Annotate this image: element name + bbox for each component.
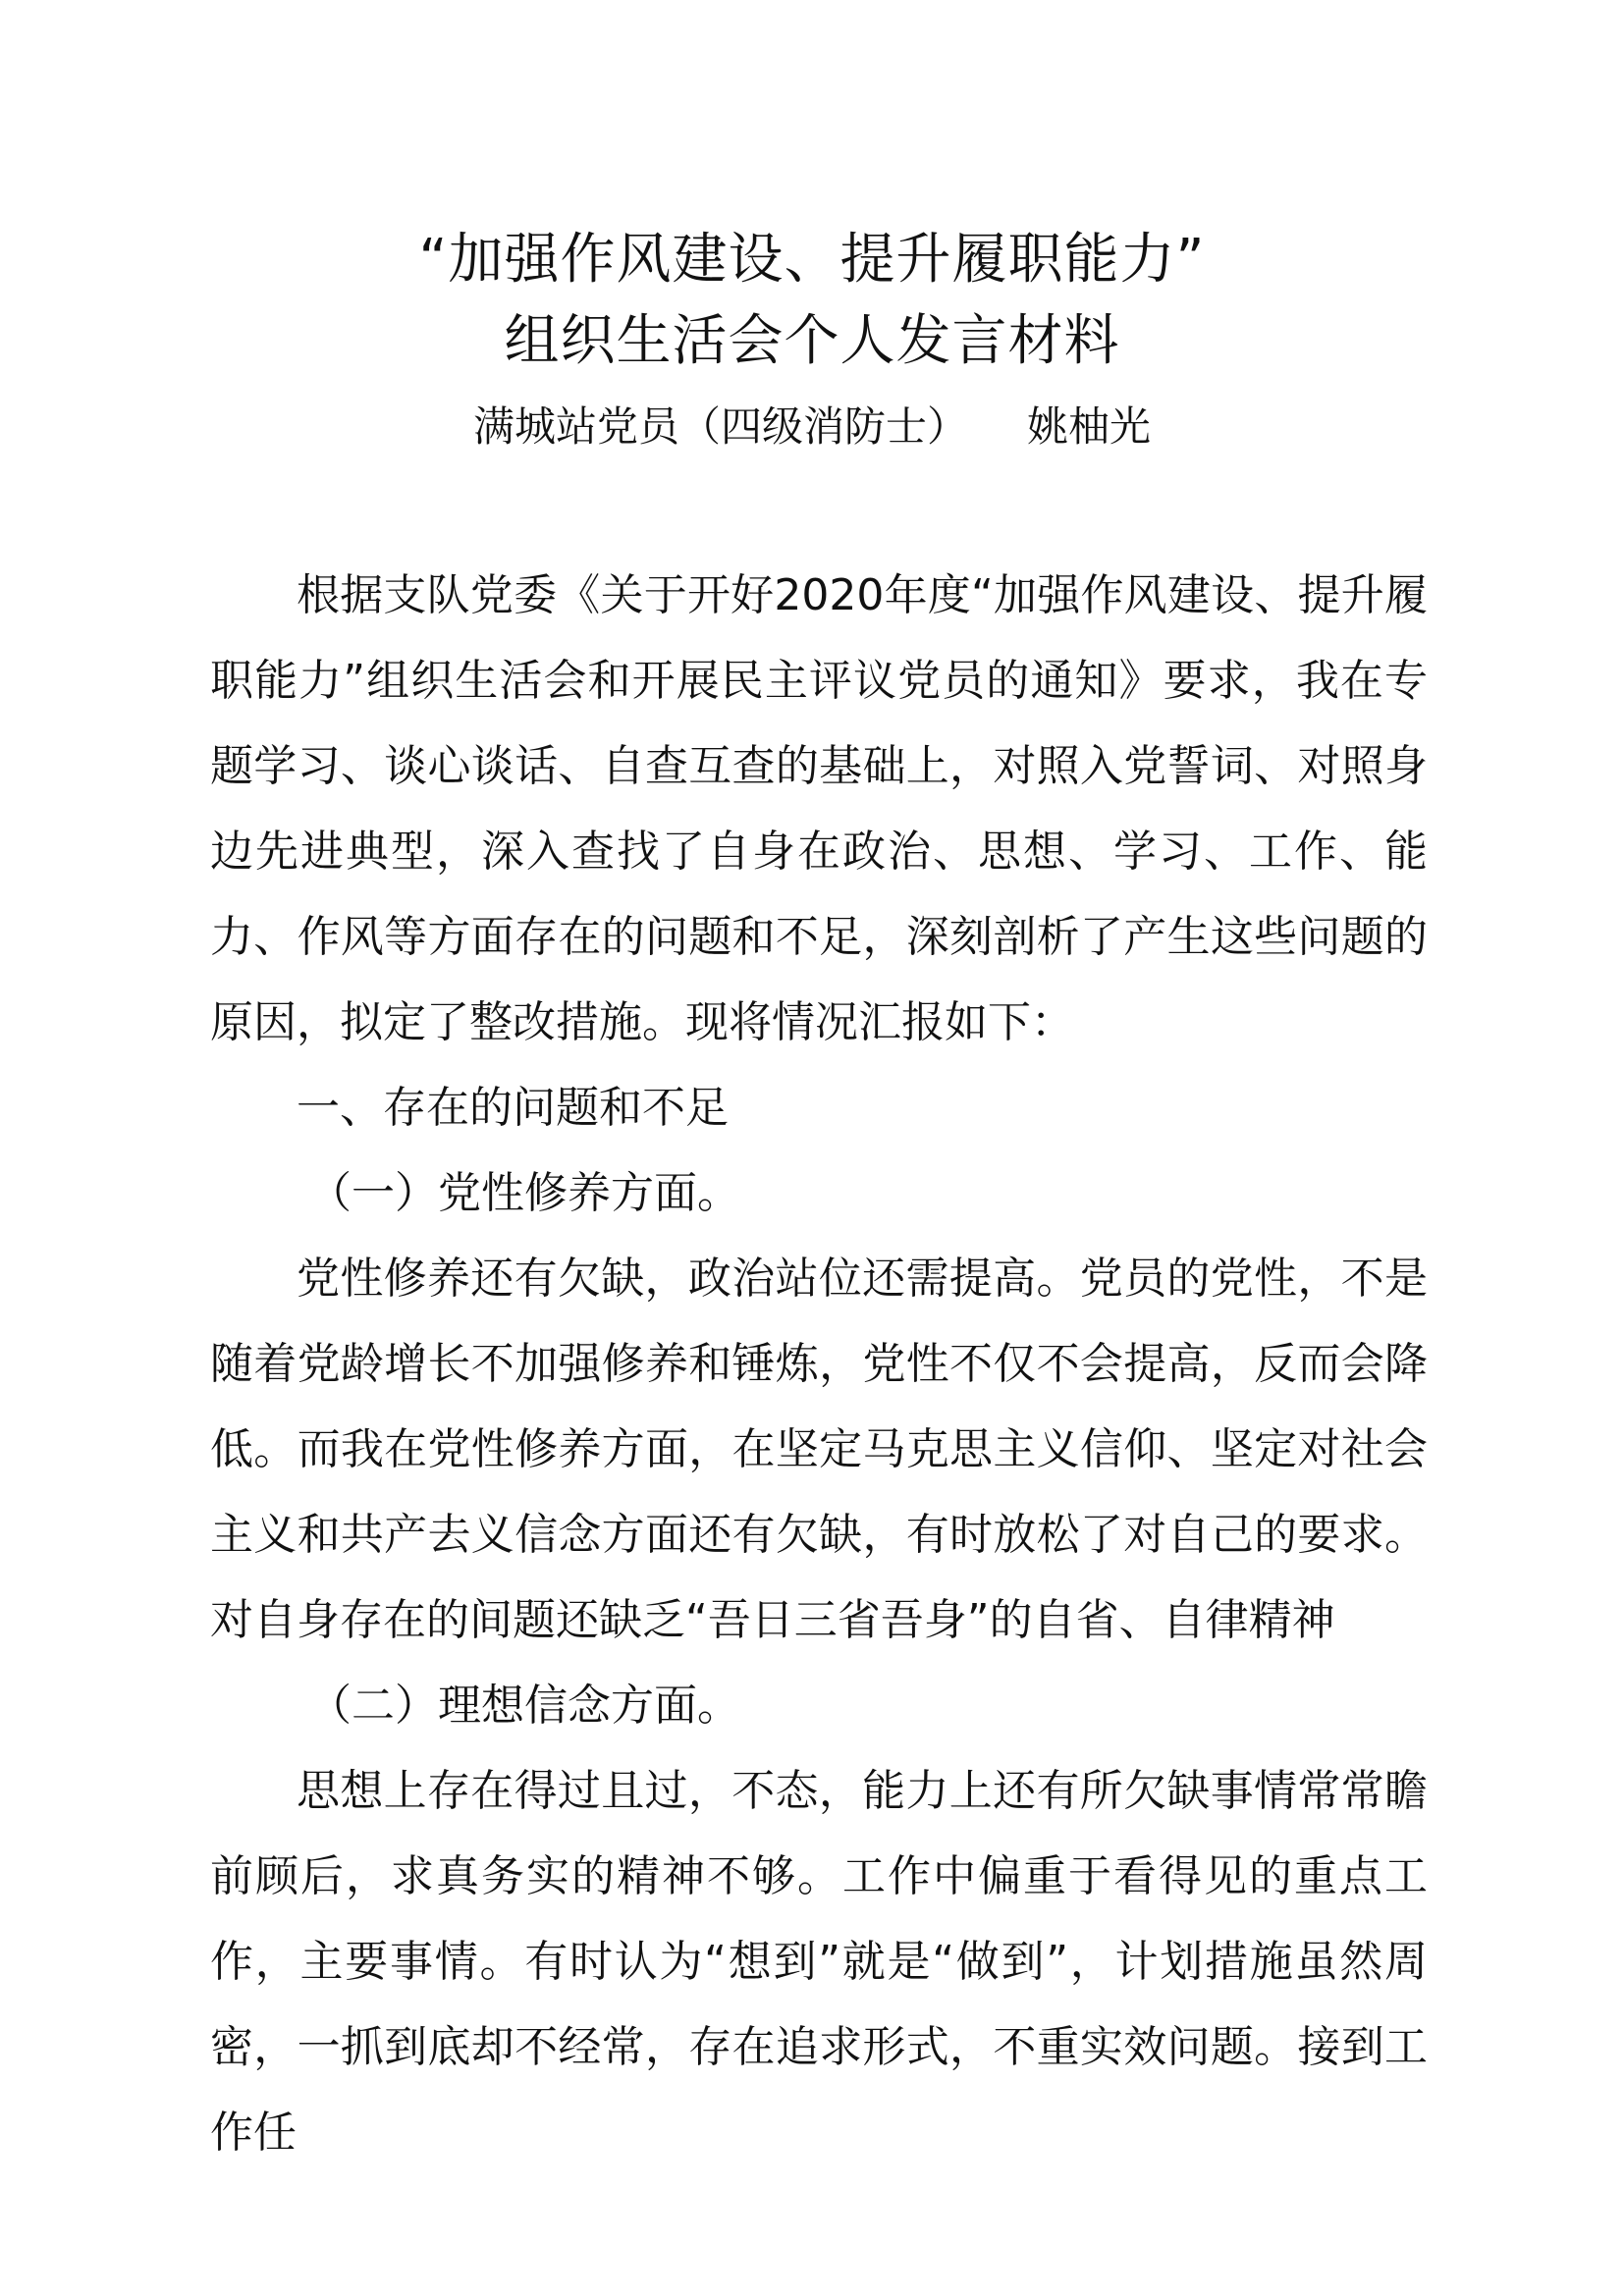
author-line — [0, 398, 1624, 456]
sub1-paragraph: 党性修养还有欠缺，政治站位还需提高。党员的党性，不是随着党龄增长不加强修养和锤炼，党性不仅不会提高，反而会降低。而我在党性修养方面，在坚定马克思主义信仰、坚定对社会主义和共产去义信念方面还有欠缺，有时放松了对自己的要求。对自身存在的间题还缺乏“吾日三省吾身”的自省、自律精神 — [210, 1254, 1428, 1645]
sub2-paragraph: 思想上存在得过且过，不态，能力上还有所欠缺事情常常瞻前顾后，求真务实的精神不够。工作中偏重于看得见的重点工作，主要事情。有时认为“想到”就是“做到”，计划措施虽然周密，一抓到底却不经常，存在追求形式，不重实效问题。接到工作任 — [210, 1766, 1428, 2158]
document-title-line2: 组织生活会个人发言材料 — [504, 309, 1120, 373]
document-title-line1: “加强作风建设、提升履职能力” — [418, 228, 1206, 292]
intro-paragraph: 根据支队党委《关于开好2020年度“加强作风建设、提升履职能力”组织生活会和开展民主评议党员的通知》要求，我在专题学习、谈心谈话、自查互查的基础上，对照入党誓词、对照身边先进典型，深入查找了自身在政治、思想、学习、工作、能力、作风等方面存在的问题和不足，深刻剖析了产生这些问题的原因，拟定了整改措施。现将情况汇报如下： — [210, 570, 1428, 1047]
sub2-heading: （二）理想信念方面。 — [308, 1681, 740, 1731]
sub1-heading: （一）党性修养方面。 — [308, 1168, 740, 1218]
document-body — [210, 553, 1428, 2175]
section1-heading: 一、存在的问题和不足 — [297, 1083, 729, 1133]
author-name: 姚柚光 — [1027, 402, 1152, 451]
author-unit: 满城站党员（四级消防士） — [472, 402, 968, 451]
